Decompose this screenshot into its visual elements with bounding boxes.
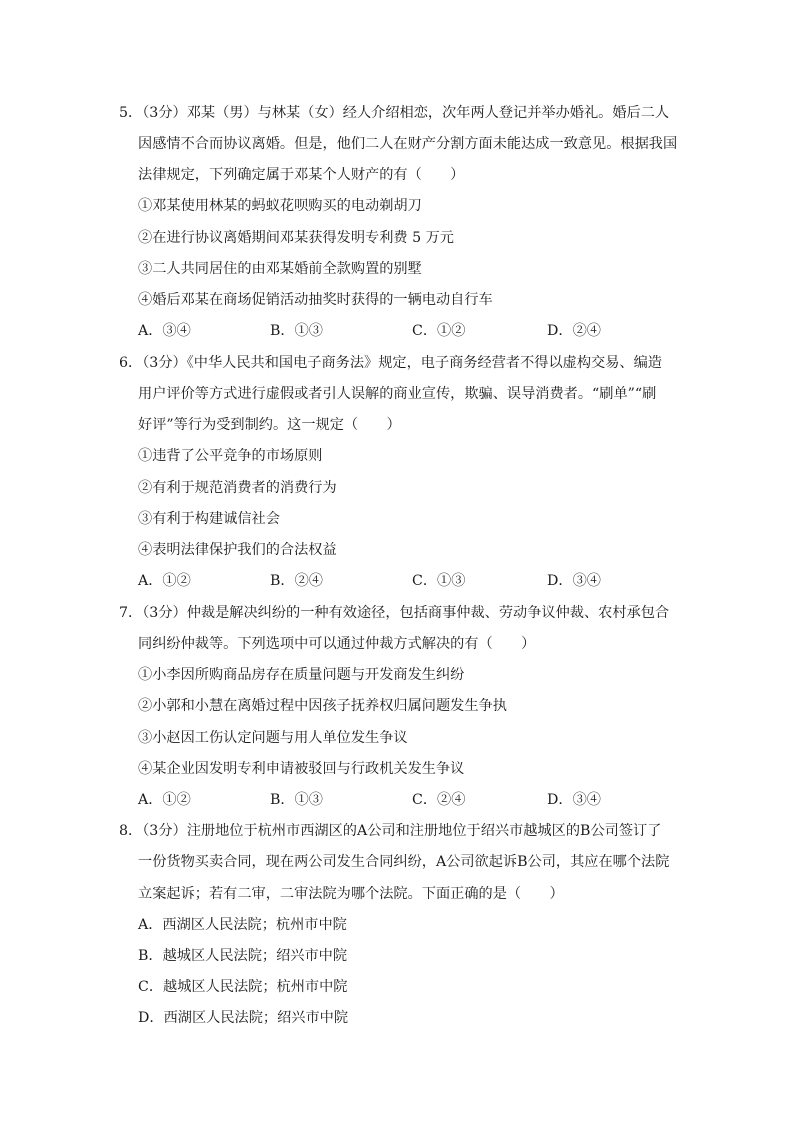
question-8-choice-c[interactable]: C．越城区人民法院；杭州市中院	[138, 979, 348, 995]
question-5-option-b[interactable]: B．①③	[270, 323, 323, 339]
question-7-statement-1: ①小李因所购商品房存在质量问题与开发商发生纠纷	[138, 667, 465, 683]
question-7-option-d[interactable]: D．③④	[547, 792, 601, 808]
question-5-stem-line-2: 因感情不合而协议离婚。但是，他们二人在财产分割方面未能达成一致意见。根据我国	[138, 136, 678, 152]
question-7-statement-4: ④某企业因发明专利申请被驳回与行政机关发生争议	[138, 761, 465, 777]
question-6-statement-3: ③有利于构建诚信社会	[138, 511, 280, 527]
question-6-option-b[interactable]: B．②④	[270, 573, 323, 589]
question-7-statement-2: ②小郭和小慧在离婚过程中因孩子抚养权归属问题发生争执	[138, 698, 507, 714]
question-6-stem-line-1: 6．（3分）《中华人民共和国电子商务法》规定，电子商务经营者不得以虚构交易、编造	[119, 355, 662, 371]
question-5-option-c[interactable]: C．①②	[412, 323, 466, 339]
question-8-choice-a[interactable]: A．西湖区人民法院；杭州市中院	[138, 917, 347, 933]
question-7-option-a[interactable]: A．①②	[138, 792, 191, 808]
question-8-choice-d[interactable]: D．西湖区人民法院；绍兴市中院	[138, 1010, 349, 1026]
question-6-option-c[interactable]: C．①③	[412, 573, 466, 589]
question-5-statement-2: ②在进行协议离婚期间邓某获得发明专利费 5 万元	[138, 230, 454, 246]
question-5-option-d[interactable]: D．②④	[547, 323, 601, 339]
question-6-stem-line-2: 用户评价等方式进行虚假或者引人误解的商业宣传，欺骗、误导消费者。“刷单”“刷	[138, 386, 657, 402]
question-5-statement-4: ④婚后邓某在商场促销活动抽奖时获得的一辆电动自行车	[138, 292, 493, 308]
question-5-statement-1: ①邓某使用林某的蚂蚁花呗购买的电动剃胡刀	[138, 198, 422, 214]
question-6-option-a[interactable]: A．①②	[138, 573, 191, 589]
question-5-stem-line-1: 5．（3分）邓某（男）与林某（女）经人介绍相恋，次年两人登记并举办婚礼。婚后二人	[119, 105, 670, 121]
question-8-stem-line-2: 一份货物买卖合同，现在两公司发生合同纠纷，A公司欲起诉B公司，其应在哪个法院	[138, 854, 670, 870]
question-6-statement-4: ④表明法律保护我们的合法权益	[138, 542, 337, 558]
question-5-statement-3: ③二人共同居住的由邓某婚前全款购置的别墅	[138, 261, 422, 277]
question-8-stem-line-3: 立案起诉；若有二审，二审法院为哪个法院。下面正确的是（ ）	[138, 886, 564, 902]
question-6-option-d[interactable]: D．③④	[547, 573, 601, 589]
question-5-stem-line-3: 法律规定，下列确定属于邓某个人财产的有（ ）	[138, 167, 465, 183]
question-7-stem-line-2: 同纠纷仲裁等。下列选项中可以通过仲裁方式解决的有（ ）	[138, 636, 536, 652]
question-8-choice-b[interactable]: B．越城区人民法院；绍兴市中院	[138, 948, 348, 964]
question-6-statement-1: ①违背了公平竞争的市场原则	[138, 448, 323, 464]
question-7-statement-3: ③小赵因工伤认定问题与用人单位发生争议	[138, 730, 408, 746]
question-7-option-c[interactable]: C．②④	[412, 792, 466, 808]
question-7-stem-line-1: 7．（3分）仲裁是解决纠纷的一种有效途径，包括商事仲裁、劳动争议仲裁、农村承包合	[119, 605, 670, 621]
question-7-option-b[interactable]: B．①③	[270, 792, 323, 808]
question-8-stem-line-1: 8．（3分）注册地位于杭州市西湖区的A公司和注册地位于绍兴市越城区的B公司签订了	[119, 823, 662, 839]
question-6-statement-2: ②有利于规范消费者的消费行为	[138, 480, 337, 496]
question-5-option-a[interactable]: A．③④	[138, 323, 191, 339]
question-6-stem-line-3: 好评”等行为受到制约。这一规定（ ）	[138, 417, 401, 433]
